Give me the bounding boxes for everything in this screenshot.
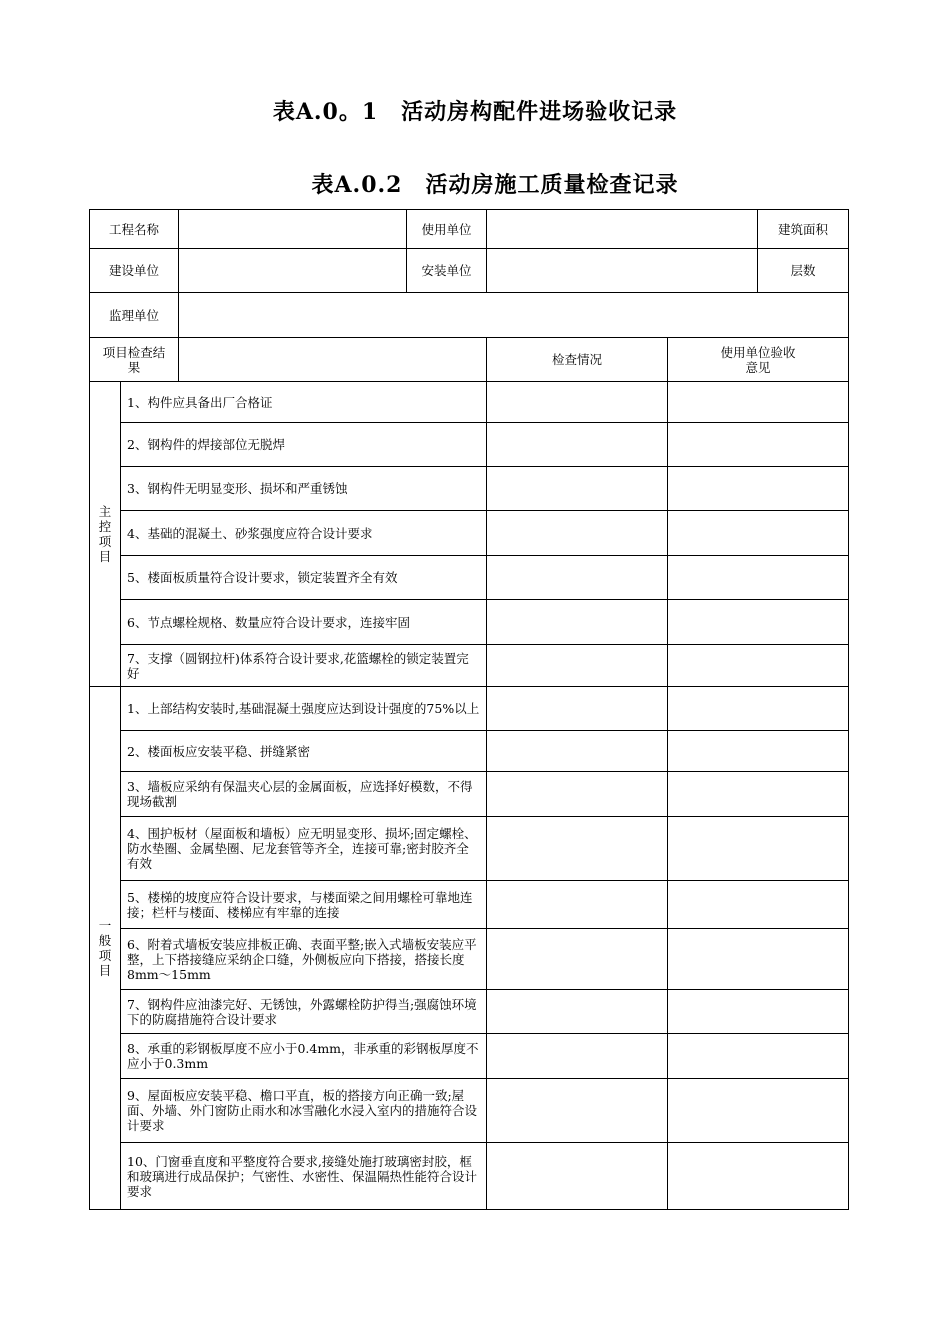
- floors-label: 层数: [758, 249, 849, 293]
- check-status-cell[interactable]: [487, 645, 668, 687]
- check-item-text: 3、墙板应采纳有保温夹心层的金属面板，应选择好模数，不得现场截割: [121, 772, 487, 817]
- table-row: [90, 990, 849, 1034]
- check-item-text: 8、承重的彩钢板厚度不应小于0.4mm，非承重的彩钢板厚度不应小于0.3mm: [121, 1034, 487, 1079]
- acceptance-opinion-cell[interactable]: [668, 423, 849, 467]
- supervision-unit-value[interactable]: [179, 293, 849, 338]
- table-row: [90, 731, 849, 772]
- table-row: [90, 423, 849, 467]
- acceptance-opinion-cell[interactable]: [668, 382, 849, 423]
- check-item-text: 4、基础的混凝土、砂浆强度应符合设计要求: [121, 511, 487, 556]
- check-status-cell[interactable]: [487, 990, 668, 1034]
- acceptance-opinion-cell[interactable]: [668, 731, 849, 772]
- acceptance-opinion-cell[interactable]: [668, 1143, 849, 1210]
- project-name-value[interactable]: [179, 210, 407, 249]
- check-item-text: 4、围护板材（屋面板和墙板）应无明显变形、损坏;固定螺栓、防水垫圈、金属垫圈、尼龙套管等齐全，连接可靠;密封胶齐全有效: [121, 817, 487, 881]
- check-status-cell[interactable]: [487, 1034, 668, 1079]
- check-status-cell[interactable]: [487, 600, 668, 645]
- check-result-value[interactable]: [179, 338, 487, 382]
- check-item-text: 3、钢构件无明显变形、损坏和严重锈蚀: [121, 467, 487, 511]
- check-status-cell[interactable]: [487, 817, 668, 881]
- header-row-1: [90, 210, 849, 249]
- check-status-cell[interactable]: [487, 467, 668, 511]
- table-row: [90, 772, 849, 817]
- check-status-cell[interactable]: [487, 1079, 668, 1143]
- acceptance-opinion-cell[interactable]: [668, 687, 849, 731]
- header-row-2: [90, 249, 849, 293]
- check-item-text: 9、屋面板应安装平稳、檐口平直，板的搭接方向正确一致;屋面、外墙、外门窗防止雨水和冰雪融化水浸入室内的措施符合设计要求: [121, 1079, 487, 1143]
- general-category-label: 一般项目: [98, 918, 112, 978]
- acceptance-opinion-cell[interactable]: [668, 1034, 849, 1079]
- main-control-category: [90, 382, 121, 687]
- table-row: [90, 1143, 849, 1210]
- check-status-cell[interactable]: [487, 687, 668, 731]
- check-item-text: 6、附着式墙板安装应排板正确、表面平整;嵌入式墙板安装应平整，上下搭接缝应采纳企口缝，外侧板应向下搭接，搭接长度8mm～15mm: [121, 929, 487, 990]
- check-status-cell[interactable]: [487, 556, 668, 600]
- table-a01-title: 表A.0。1 活动房构配件进场验收记录: [272, 99, 678, 125]
- check-item-text: 1、上部结构安装时,基础混凝土强度应达到设计强度的75%以上: [121, 687, 487, 731]
- building-area-label: 建筑面积: [758, 210, 849, 249]
- table-row: [90, 382, 849, 423]
- table-row: [90, 556, 849, 600]
- construction-unit-label: 建设单位: [90, 249, 179, 293]
- check-item-text: 2、钢构件的焊接部位无脱焊: [121, 423, 487, 467]
- table-row: [90, 929, 849, 990]
- header-row-3: [90, 293, 849, 338]
- table-row: [90, 1079, 849, 1143]
- construction-unit-value[interactable]: [179, 249, 407, 293]
- user-unit-value[interactable]: [487, 210, 758, 249]
- acceptance-opinion-cell[interactable]: [668, 772, 849, 817]
- check-status-cell[interactable]: [487, 511, 668, 556]
- inspection-record-table: [89, 209, 849, 1210]
- project-name-label: 工程名称: [90, 210, 179, 249]
- table-a02-title: 表A.0.2 活动房施工质量检查记录: [311, 172, 679, 198]
- acceptance-opinion-cell[interactable]: [668, 817, 849, 881]
- table-row: [90, 645, 849, 687]
- check-status-cell[interactable]: [487, 423, 668, 467]
- header-row-4: [90, 338, 849, 382]
- general-category: [90, 687, 121, 1210]
- table-row: [90, 1034, 849, 1079]
- acceptance-opinion-header: 使用单位验收意见: [668, 338, 849, 382]
- check-item-text: 7、钢构件应油漆完好、无锈蚀，外露螺栓防护得当;强腐蚀环境下的防腐措施符合设计要求: [121, 990, 487, 1034]
- acceptance-opinion-cell[interactable]: [668, 511, 849, 556]
- check-item-text: 5、楼梯的坡度应符合设计要求，与楼面梁之间用螺栓可靠地连接；栏杆与楼面、楼梯应有牢靠的连接: [121, 881, 487, 929]
- check-status-cell[interactable]: [487, 929, 668, 990]
- acceptance-opinion-cell[interactable]: [668, 556, 849, 600]
- check-item-text: 2、楼面板应安装平稳、拼缝紧密: [121, 731, 487, 772]
- acceptance-opinion-cell[interactable]: [668, 600, 849, 645]
- check-result-label: 项目检查结果: [90, 338, 179, 382]
- check-status-cell[interactable]: [487, 1143, 668, 1210]
- check-item-text: 5、楼面板质量符合设计要求，锁定装置齐全有效: [121, 556, 487, 600]
- check-item-text: 10、门窗垂直度和平整度符合要求,接缝处施打玻璃密封胶，框和玻璃进行成品保护；气密性、水密性、保温隔热性能符合设计要求: [121, 1143, 487, 1210]
- check-item-text: 6、节点螺栓规格、数量应符合设计要求，连接牢固: [121, 600, 487, 645]
- table-row: [90, 600, 849, 645]
- table-row: [90, 511, 849, 556]
- check-status-cell[interactable]: [487, 382, 668, 423]
- check-status-cell[interactable]: [487, 881, 668, 929]
- check-status-cell[interactable]: [487, 772, 668, 817]
- acceptance-opinion-cell[interactable]: [668, 1079, 849, 1143]
- user-unit-label: 使用单位: [407, 210, 487, 249]
- acceptance-opinion-cell[interactable]: [668, 929, 849, 990]
- acceptance-opinion-cell[interactable]: [668, 990, 849, 1034]
- acceptance-opinion-cell[interactable]: [668, 467, 849, 511]
- table-row: [90, 687, 849, 731]
- check-item-text: 1、构件应具备出厂合格证: [121, 382, 487, 423]
- install-unit-value[interactable]: [487, 249, 758, 293]
- check-status-cell[interactable]: [487, 731, 668, 772]
- table-row: [90, 467, 849, 511]
- check-item-text: 7、支撑（圆钢拉杆)体系符合设计要求,花篮螺栓的锁定装置完好: [121, 645, 487, 687]
- table-row: [90, 881, 849, 929]
- main-control-category-label: 主控项目: [98, 504, 112, 564]
- supervision-unit-label: 监理单位: [90, 293, 179, 338]
- acceptance-opinion-cell[interactable]: [668, 645, 849, 687]
- table-row: [90, 817, 849, 881]
- check-status-header: 检查情况: [487, 338, 668, 382]
- install-unit-label: 安装单位: [407, 249, 487, 293]
- acceptance-opinion-cell[interactable]: [668, 881, 849, 929]
